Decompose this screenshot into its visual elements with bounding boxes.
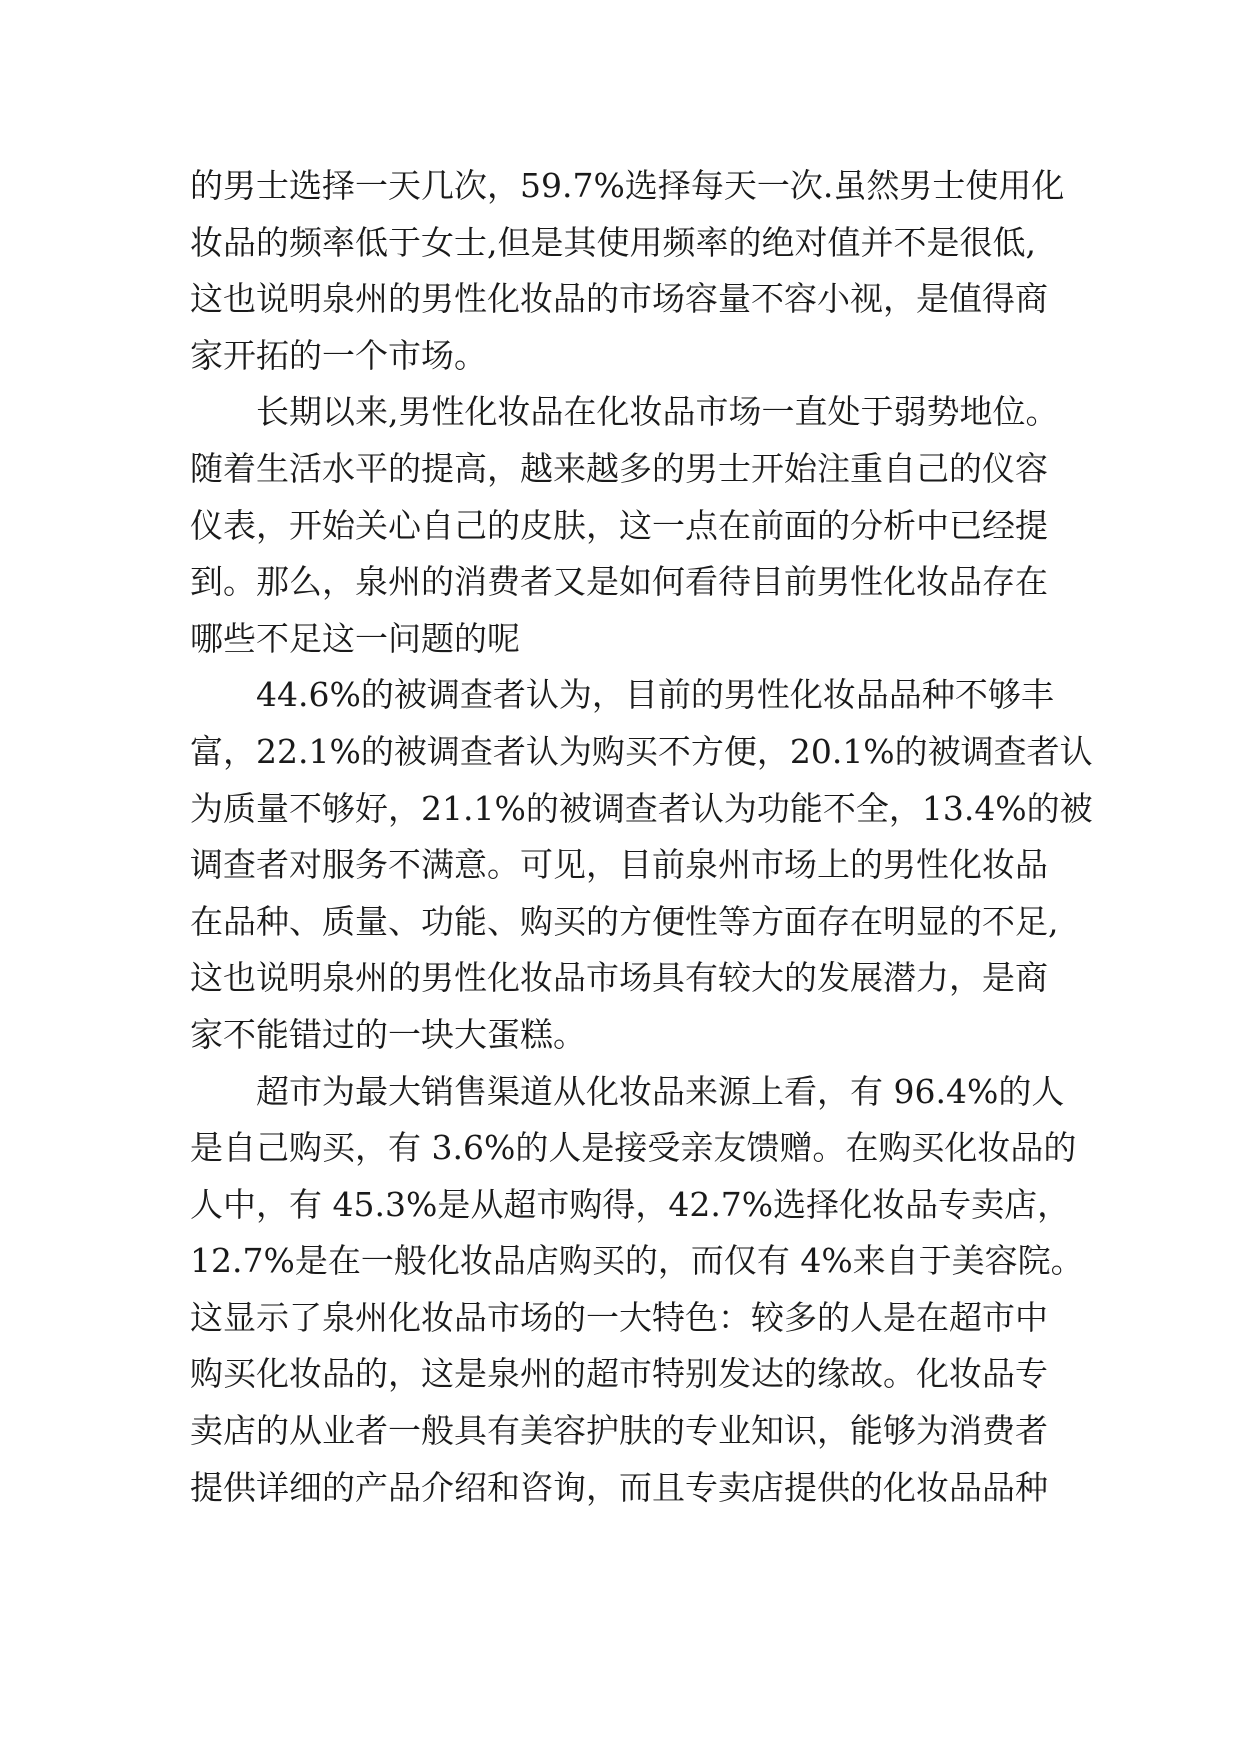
text-line: 家不能错过的一块大蛋糕。 (190, 1014, 586, 1054)
text-line: 这也说明泉州的男性化妆品的市场容量不容小视，是值得商 (190, 279, 1048, 319)
text-line: 到。那么，泉州的消费者又是如何看待目前男性化妆品存在 (190, 562, 1048, 602)
text-line: 哪些不足这一问题的呢 (190, 618, 520, 658)
text-line: 购买化妆品的，这是泉州的超市特别发达的缘故。化妆品专 (190, 1354, 1048, 1394)
text-line: 12.7%是在一般化妆品店购买的，而仅有 4%来自于美容院。 (190, 1241, 1084, 1281)
text-line: 为质量不够好，21.1%的被调查者认为功能不全，13.4%的被 (190, 788, 1093, 828)
text-line: 家开拓的一个市场。 (190, 335, 487, 375)
text-line: 这显示了泉州化妆品市场的一大特色：较多的人是在超市中 (190, 1297, 1048, 1337)
text-line: 卖店的从业者一般具有美容护肤的专业知识，能够为消费者 (190, 1411, 1048, 1451)
text-line: 仪表，开始关心自己的皮肤，这一点在前面的分析中已经提 (190, 505, 1048, 545)
text-line: 长期以来,男性化妆品在化妆品市场一直处于弱势地位。 (256, 392, 1059, 432)
body-text (190, 158, 1093, 1516)
text-line: 这也说明泉州的男性化妆品市场具有较大的发展潜力，是商 (190, 958, 1048, 998)
text-line: 是自己购买，有 3.6%的人是接受亲友馈赠。在购买化妆品的 (190, 1128, 1077, 1168)
text-line: 的男士选择一天几次，59.7%选择每天一次.虽然男士使用化 (190, 166, 1065, 205)
text-line: 44.6%的被调查者认为，目前的男性化妆品品种不够丰 (256, 675, 1054, 715)
paragraph (190, 384, 1070, 667)
text-line: 随着生活水平的提高，越来越多的男士开始注重自己的仪容 (190, 448, 1048, 488)
text-line: 富，22.1%的被调查者认为购买不方便，20.1%的被调查者认 (190, 731, 1093, 771)
text-line: 在品种、质量、功能、购买的方便性等方面存在明显的不足, (190, 901, 1059, 941)
paragraph (190, 158, 1070, 384)
text-line: 超市为最大销售渠道从化妆品来源上看，有 96.4%的人 (256, 1071, 1065, 1111)
paragraph (190, 1064, 1084, 1517)
text-line: 人中，有 45.3%是从超市购得，42.7%选择化妆品专卖店， (190, 1184, 1071, 1224)
text-line: 提供详细的产品介绍和咨询，而且专卖店提供的化妆品品种 (190, 1467, 1048, 1507)
text-line: 妆品的频率低于女士,但是其使用频率的绝对值并不是很低, (190, 222, 1036, 262)
paragraph (190, 667, 1093, 1063)
text-line: 调查者对服务不满意。可见，目前泉州市场上的男性化妆品 (190, 845, 1048, 885)
